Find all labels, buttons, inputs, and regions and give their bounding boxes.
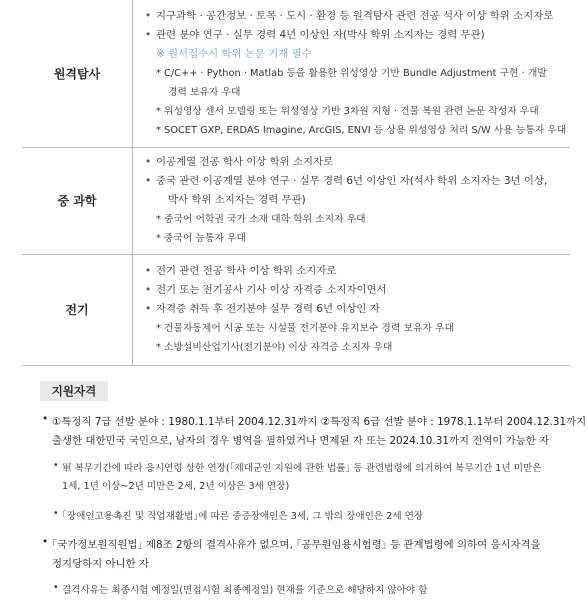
preference-line: * 중국어 어학권 국가 소재 대학 학위 소지자 우대 xyxy=(156,214,366,225)
requirements-table xyxy=(22,0,570,366)
row-label: 전기 xyxy=(22,254,133,365)
requirement-line: • 관련 분야 연구 · 실무 경력 4년 이상인 자(박사 학위 소지자는 경력 무관) xyxy=(142,26,569,45)
requirement-line: • 중국 관련 이공계열 분야 연구 · 실무 경력 6년 이상인 자(석사 학위 소지자는 3년 이상, xyxy=(142,172,569,191)
note-line: ※ 원서접수시 학위 논문 기재 필수 xyxy=(156,47,312,60)
row-content xyxy=(133,0,571,147)
sub-note-line: • 軍 복무기간에 따라 응시연령 상한 연장(｢제대군인 지원에 관한 법률｣ 등 관련법령에 의거하여 복무기간 1년 미만은 xyxy=(40,460,542,474)
row-label: 원격탐사 xyxy=(22,0,133,147)
preference-line: * C/C++ · Python · Matlab 등을 활용한 위성영상 기반 Bundle Adjustment 구현 · 개발 xyxy=(156,67,547,79)
preference-line: * 중국어 능통자 우대 xyxy=(156,233,246,244)
table-row xyxy=(22,254,570,365)
requirement-line: • 전기 관련 전공 학사 이상 학위 소지자로 xyxy=(142,262,569,281)
requirement-line: 박사 학위 소지자는 경력 무관) xyxy=(168,194,306,206)
eligibility-line: • ｢국가정보원직원법｣ 제8조 2항의 결격사유가 없으며, ｢공무원임용시험령｣ 등 관계법령에 의하여 응시자격을 xyxy=(40,536,541,551)
row-content xyxy=(133,147,571,254)
row-lines xyxy=(134,149,569,252)
preference-line: * 건물자동제어 시공 또는 시설물 전기분야 유지보수 경력 보유자 우대 xyxy=(156,323,454,334)
row-lines xyxy=(134,258,569,361)
requirement-line: • 전기 또는 전기공사 기사 이상 자격증 소지자이면서 xyxy=(142,281,569,300)
preference-line: * 위성영상 센서 모델링 또는 위성영상 기반 3차원 지형 · 건물 복원 관련 논문 작성자 우대 xyxy=(156,105,539,117)
sub-note-line: • 결격사유는 최종시험 예정일(면접시험 최종예정일) 현재를 기준으로 해당하지 않아야 함 xyxy=(40,582,428,596)
preference-line: * 소방설비산업기사(전기분야) 이상 자격증 소지자 우대 xyxy=(156,342,393,353)
sub-note-line: 1세, 1년 이상~2년 미만은 2세, 2년 이상은 3세 연장) xyxy=(62,481,290,492)
preference-line: 경력 보유자 우대 xyxy=(168,86,241,98)
row-lines xyxy=(134,3,569,144)
eligibility-line: 정지당하지 아니한 자 xyxy=(52,558,149,570)
eligibility-line: • ①특정직 7급 선발 분야 : 1980.1.1부터 2004.12.31까지 ②특정직 6급 선발 분야 : 1978.1.1부터 2004.12.31까지 xyxy=(40,413,586,428)
table-row xyxy=(22,0,570,147)
preference-line: * SOCET GXP, ERDAS Imagine, ArcGIS, ENVI 등 상용 위성영상 처리 S/W 사용 능통자 우대 xyxy=(156,124,567,136)
requirement-line: • 이공계열 전공 학사 이상 학위 소지자로 xyxy=(142,153,569,172)
section-title: 지원자격 xyxy=(40,381,108,401)
requirement-line: • 지구과학 · 공간정보 · 토목 · 도시 · 환경 등 원격탐사 관련 전공 석사 이상 학위 소지자로 xyxy=(142,7,569,26)
row-label: 중 과학 xyxy=(22,147,133,254)
row-content xyxy=(133,254,571,365)
sub-note-line: • ｢장애인고용촉진 및 직업재활법｣에 따른 중증장애인은 3세, 그 밖의 장애인은 2세 연장 xyxy=(40,508,423,522)
table-row xyxy=(22,147,570,254)
eligibility-line: 출생한 대한민국 국민으로, 남자의 경우 병역을 필하였거나 면제된 자 또는 2024.10.31까지 전역이 가능한 자 xyxy=(52,435,550,447)
requirement-line: • 자격증 취득 후 전기분야 실무 경력 6년 이상인 자 xyxy=(142,300,569,319)
